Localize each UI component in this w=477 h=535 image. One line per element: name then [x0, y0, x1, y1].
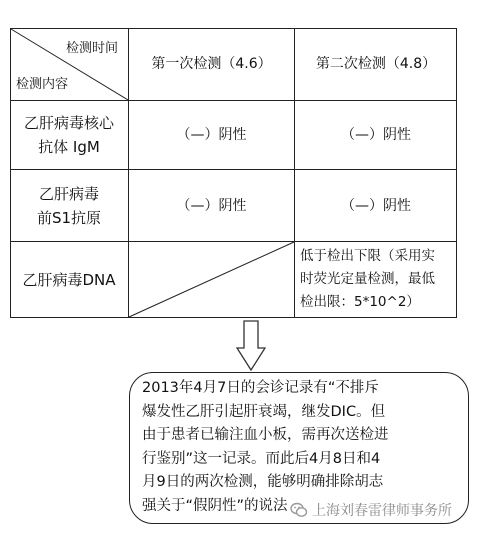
wechat-logo-icon	[290, 501, 308, 519]
result-second: （—）阴性	[341, 127, 411, 143]
row-label-hbcab-igm	[10, 101, 128, 169]
result-second: （—）阴性	[341, 197, 411, 214]
row-label-hbv-dna: 乙肝病毒DNA	[22, 270, 116, 289]
note-line: 强关于“假阴性”的说法	[142, 497, 288, 514]
note-line: 由于患者已输注血小板，需再次送检进	[142, 427, 389, 443]
dna-result-line: 检出限：5*10^2）	[300, 294, 420, 310]
row-label-line: 乙肝病毒核心	[23, 114, 114, 132]
results-table	[10, 28, 457, 318]
down-arrow-icon	[236, 320, 266, 372]
note-line: 爆发性乙肝引起肝衰竭，继发DIC。但	[142, 403, 386, 420]
row-label-line: 乙肝病毒	[38, 184, 99, 203]
note-text	[142, 377, 460, 518]
result-second-dna	[300, 242, 456, 317]
note-line: 行鉴别”这一记录。而此后4月8日和4	[142, 450, 381, 467]
dna-result-line: 低于检出下限（采用实	[300, 248, 435, 264]
watermark	[290, 500, 452, 520]
result-first: （—）阴性	[176, 127, 247, 143]
corner-header-time: 检测时间	[66, 41, 119, 56]
dna-result-line: 时荧光定量检测，最低	[300, 271, 435, 287]
result-first: （—）阴性	[176, 197, 247, 214]
result-first-empty	[129, 242, 294, 317]
row-label-line: 前S1抗原	[36, 208, 102, 227]
watermark-text: 上海刘春雷律师事务所	[312, 503, 452, 519]
column-header-second: 第二次检测（4.8）	[315, 56, 437, 72]
note-line: 2013年4月7日的会诊记录有“不排斥	[142, 380, 379, 396]
row-label-line: 抗体 IgM	[38, 138, 100, 156]
row-label-pre-s1	[10, 170, 128, 241]
corner-header-item: 检测内容	[16, 77, 69, 92]
note-line: 月9日的两次检测，能够明确排除胡志	[142, 474, 384, 490]
column-header-first: 第一次检测（4.6）	[151, 56, 272, 72]
